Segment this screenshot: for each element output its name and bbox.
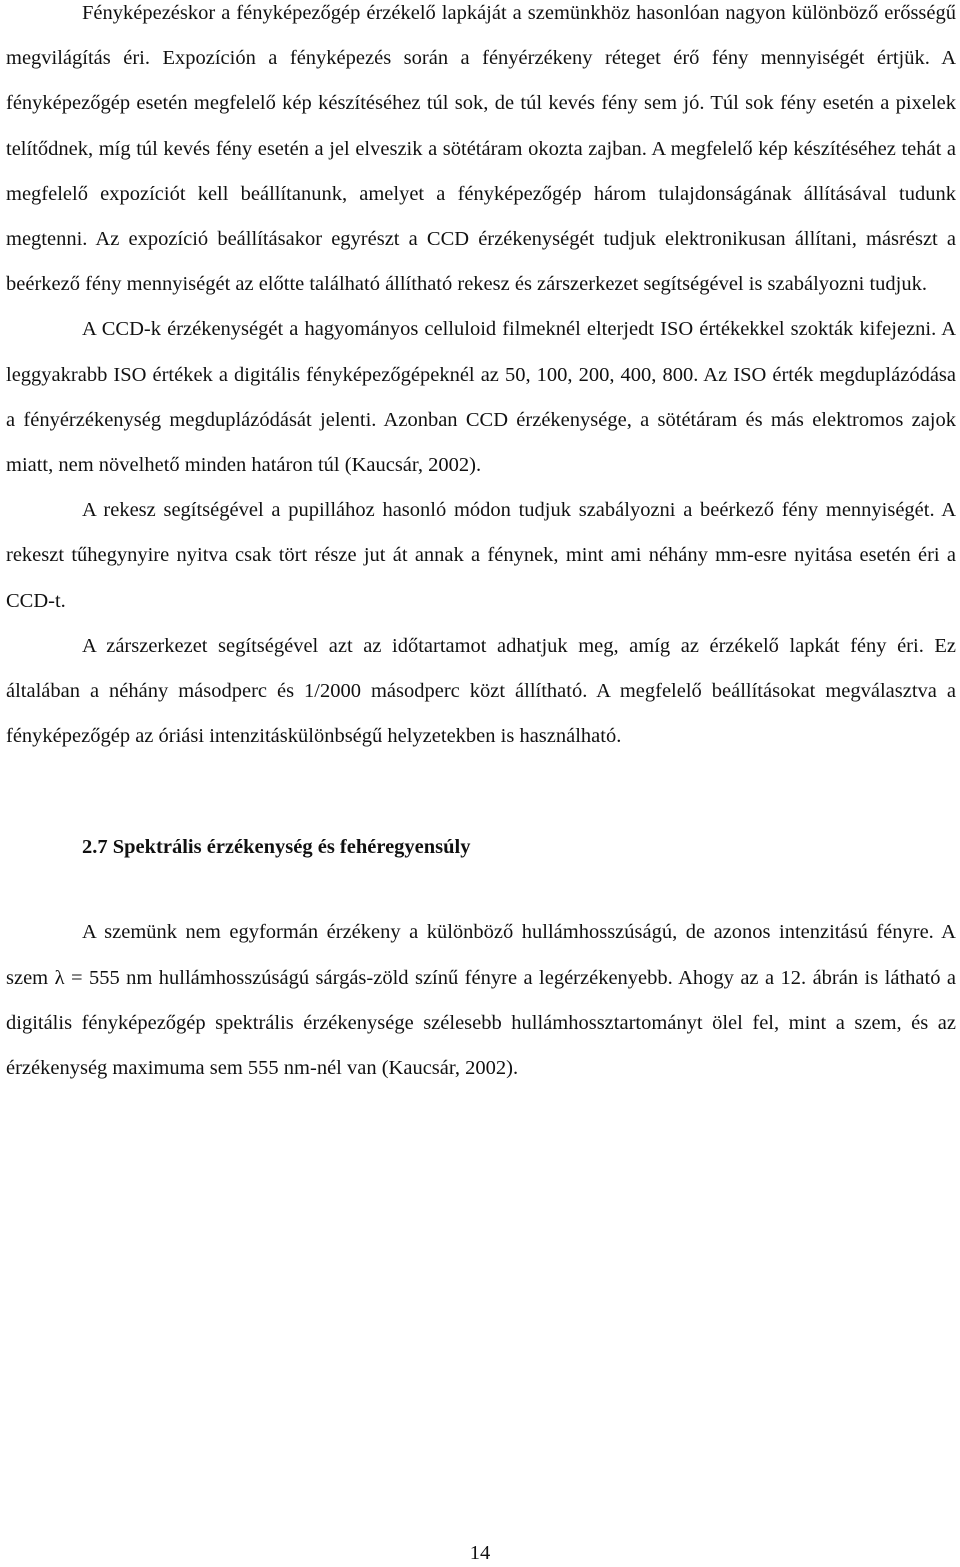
paragraph-iso: A CCD-k érzékenységét a hagyományos celluloid filmeknél elterjedt ISO értékekkel szokták kifejezni. A leggyakrabb ISO értékek a digitális fényképezőgépeknél az 50, 100, 200, 400, 800. Az ISO érték megduplázódása a fényérzékenység megduplázódását jelenti. Azonban CCD érzékenysége, a sötétáram és más elektromos zajok miatt, nem növelhető minden határon túl (Kaucsár, 2002). xyxy=(6,318,956,477)
paragraph-aperture: A rekesz segítségével a pupillához hasonló módon tudjuk szabályozni a beérkező fény mennyiségét. A rekeszt tűhegynyire nyitva csak tört része jut át annak a fénynek, mint ami néhány mm-esre nyitása esetén éri a CCD-t. xyxy=(6,499,956,612)
paragraph-shutter: A zárszerkezet segítségével azt az időtartamot adhatjuk meg, amíg az érzékelő lapkát fény éri. Ez általában a néhány másodperc és 1/2000 másodperc közt állítható. A megfelelő beállításokat megválasztva a fényképezőgép az óriási intenzitáskülönbségű helyzetekben is használható. xyxy=(6,634,956,748)
section-heading: 2.7 Spektrális érzékenység és fehéregyensúly xyxy=(82,836,471,859)
paragraph-exposure: Fényképezéskor a fényképezőgép érzékelő lapkáját a szemünkhöz hasonlóan nagyon különböző erősségű megvilágítás éri. Expozíción a fényképezés során a fényérzékeny réteget érő fény mennyiségét értjük. A fényképezőgép esetén megfelelő kép készítéséhez túl sok, de túl kevés fény sem jó. Túl sok fény esetén a pixelek telítődnek, míg túl kevés fény esetén a jel elveszik a sötétáram okozta zajban. A megfelelő kép készítéséhez tehát a megfelelő expozíciót kell beállítanunk, amelyet a fényképezőgép három tulajdonságának állításával tudunk megtenni. Az expozíció beállításakor egyrészt a CCD érzékenységét tudjuk elektronikusan állítani, másrészt a beérkező fény mennyiségét az előtte található állítható rekesz és zárszerkezet segítségével is szabályozni tudjuk. xyxy=(6,2,956,296)
page-number: 14 xyxy=(469,1542,491,1564)
paragraph-spectral-sensitivity: A szemünk nem egyformán érzékeny a különböző hullámhosszúságú, de azonos intenzitású fényre. A szem λ = 555 nm hullámhosszúságú sárgás-zöld színű fényre a legérzékenyebb. Ahogy az a 12. ábrán is látható a digitális fényképezőgép spektrális érzékenysége szélesebb hullámhossztartományt ölel fel, mint a szem, és az érzékenység maximuma sem 555 nm-nél van (Kaucsár, 2002). xyxy=(6,921,956,1080)
document-page xyxy=(6,0,956,1091)
